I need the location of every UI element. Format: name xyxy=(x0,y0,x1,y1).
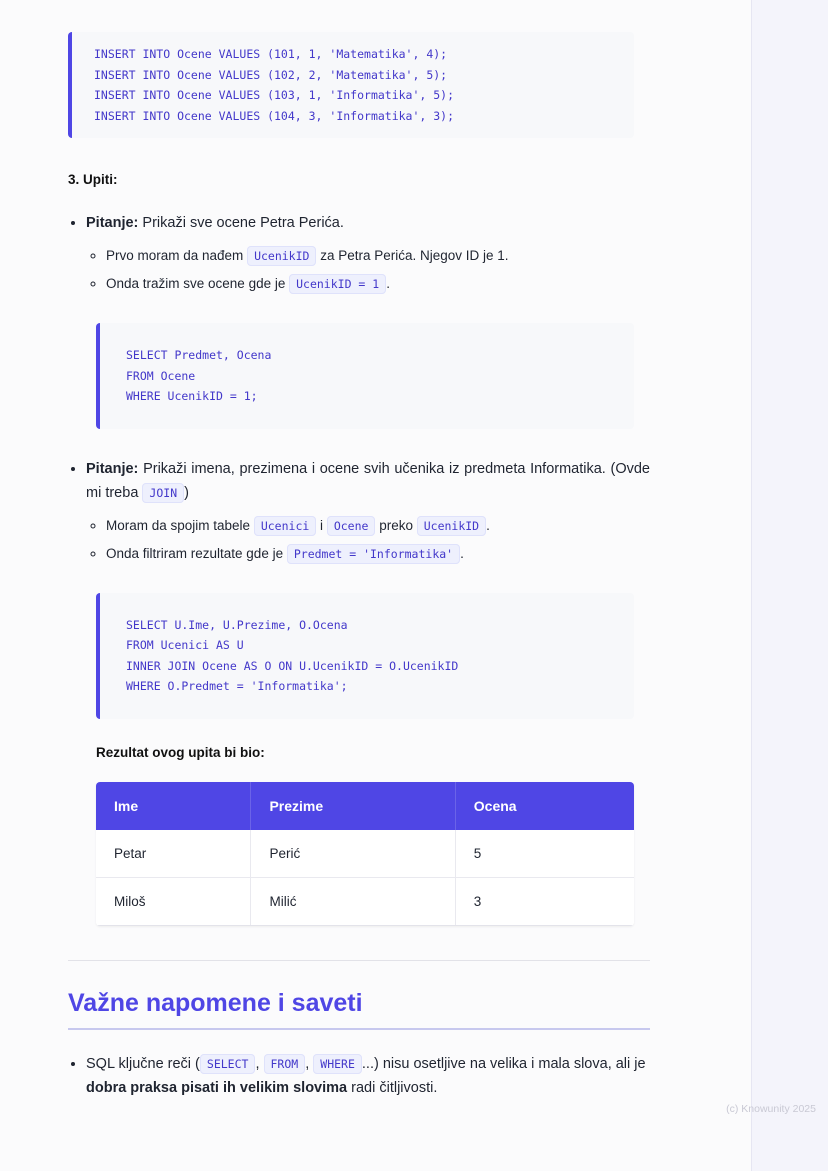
code-line: SELECT Predmet, Ocena xyxy=(126,348,272,362)
table-cell: Petar xyxy=(96,830,251,878)
column-header-prezime: Prezime xyxy=(251,782,455,830)
code-line: INSERT INTO Ocene VALUES (101, 1, 'Matematika', 4); xyxy=(94,47,448,61)
table-row xyxy=(96,877,634,925)
question2-steps xyxy=(86,513,650,567)
table-row xyxy=(96,830,634,878)
result-table xyxy=(96,782,634,926)
step-text-before: Onda filtriram rezultate gde je xyxy=(106,545,287,561)
code-line: WHERE UcenikID = 1; xyxy=(126,389,258,403)
note-sep: , xyxy=(255,1055,260,1072)
inline-code-where: WHERE xyxy=(313,1054,362,1074)
note-text-bold: dobra praksa pisati ih velikim slovima xyxy=(86,1079,348,1096)
inline-code: UcenikID xyxy=(417,516,486,536)
question-text: Prikaži imena, prezimena i ocene svih učenika iz predmeta Informatika. (Ovde mi treba xyxy=(86,460,650,501)
question-list-1 xyxy=(68,211,650,297)
page-side-strip xyxy=(751,0,828,1171)
list-item-step xyxy=(106,243,650,269)
code-line: SELECT U.Ime, U.Prezime, O.Ocena xyxy=(126,617,348,632)
step-text-after: za Petra Perića. Njegov ID je 1. xyxy=(316,248,509,263)
list-item-step xyxy=(106,541,650,567)
column-header-ime: Ime xyxy=(96,782,251,830)
code-line: INSERT INTO Ocene VALUES (102, 2, 'Matematika', 5); xyxy=(94,67,448,82)
note-text-middle: ...) nisu osetljive na velika i mala slova, ali je xyxy=(361,1055,646,1072)
step-text-middle: i xyxy=(316,517,327,533)
column-header-ocena: Ocena xyxy=(455,782,634,830)
table-cell: Perić xyxy=(251,830,455,878)
list-item-question1 xyxy=(86,211,650,297)
question-label: Pitanje: xyxy=(86,215,139,231)
code-line: WHERE O.Predmet = 'Informatika'; xyxy=(126,679,348,693)
inline-code: Ucenici xyxy=(254,516,316,536)
code-line: INSERT INTO Ocene VALUES (103, 1, 'Informatika', 5); xyxy=(94,88,455,102)
table-cell: Milić xyxy=(251,877,455,925)
step-text-after: . xyxy=(486,517,490,533)
table-cell: Miloš xyxy=(96,877,251,925)
code-block-inserts xyxy=(68,32,634,138)
note-text-before: SQL ključne reči ( xyxy=(86,1055,200,1072)
list-item-step xyxy=(106,513,650,539)
code-block-inner-join xyxy=(96,593,634,719)
code-line: FROM Ucenici AS U xyxy=(126,638,244,652)
code-line: INNER JOIN Ocene AS O ON U.UcenikID = O.UcenikID xyxy=(126,658,459,673)
code-line: INSERT INTO Ocene VALUES (104, 3, 'Informatika', 3); xyxy=(94,108,455,123)
inline-code-join: JOIN xyxy=(142,483,184,503)
inline-code-from: FROM xyxy=(264,1054,306,1074)
section-heading-upiti: 3. Upiti: xyxy=(68,172,118,187)
inline-code: Ocene xyxy=(327,516,376,536)
step-text-after: . xyxy=(460,545,464,561)
watermark: (c) Knowunity 2025 xyxy=(726,1103,816,1115)
step-text-before: Onda tražim sve ocene gde je xyxy=(106,276,290,291)
inline-code: UcenikID = 1 xyxy=(289,274,386,294)
question-text-after: ) xyxy=(184,484,189,501)
document-content xyxy=(68,0,650,1104)
list-item-question2 xyxy=(86,457,650,567)
notes-heading: Važne napomene i saveti xyxy=(68,989,650,1030)
inline-code: UcenikID xyxy=(247,246,316,266)
note-sep: , xyxy=(305,1055,310,1072)
list-item-step xyxy=(106,271,650,297)
question-text: Prikaži sve ocene Petra Perića. xyxy=(142,215,344,231)
code-line: FROM Ocene xyxy=(126,368,196,383)
list-item-note xyxy=(86,1052,650,1100)
question-list-2 xyxy=(68,457,650,567)
result-caption: Rezultat ovog upita bi bio: xyxy=(96,744,265,760)
code-block-select-ocene xyxy=(96,323,634,429)
inline-code: Predmet = 'Informatika' xyxy=(287,544,460,564)
step-text-before: Prvo moram da nađem xyxy=(106,248,248,263)
step-text-middle2: preko xyxy=(375,517,417,533)
table-cell: 5 xyxy=(455,830,634,878)
table-cell: 3 xyxy=(455,877,634,925)
step-text-before: Moram da spojim tabele xyxy=(106,517,254,533)
question-label: Pitanje: xyxy=(86,460,139,477)
notes-list xyxy=(68,1052,650,1100)
step-text-after: . xyxy=(386,276,390,291)
note-text-after: radi čitljivosti. xyxy=(347,1079,438,1096)
question1-steps xyxy=(86,243,650,297)
table-header-row xyxy=(96,782,634,830)
inline-code-select: SELECT xyxy=(200,1054,256,1074)
